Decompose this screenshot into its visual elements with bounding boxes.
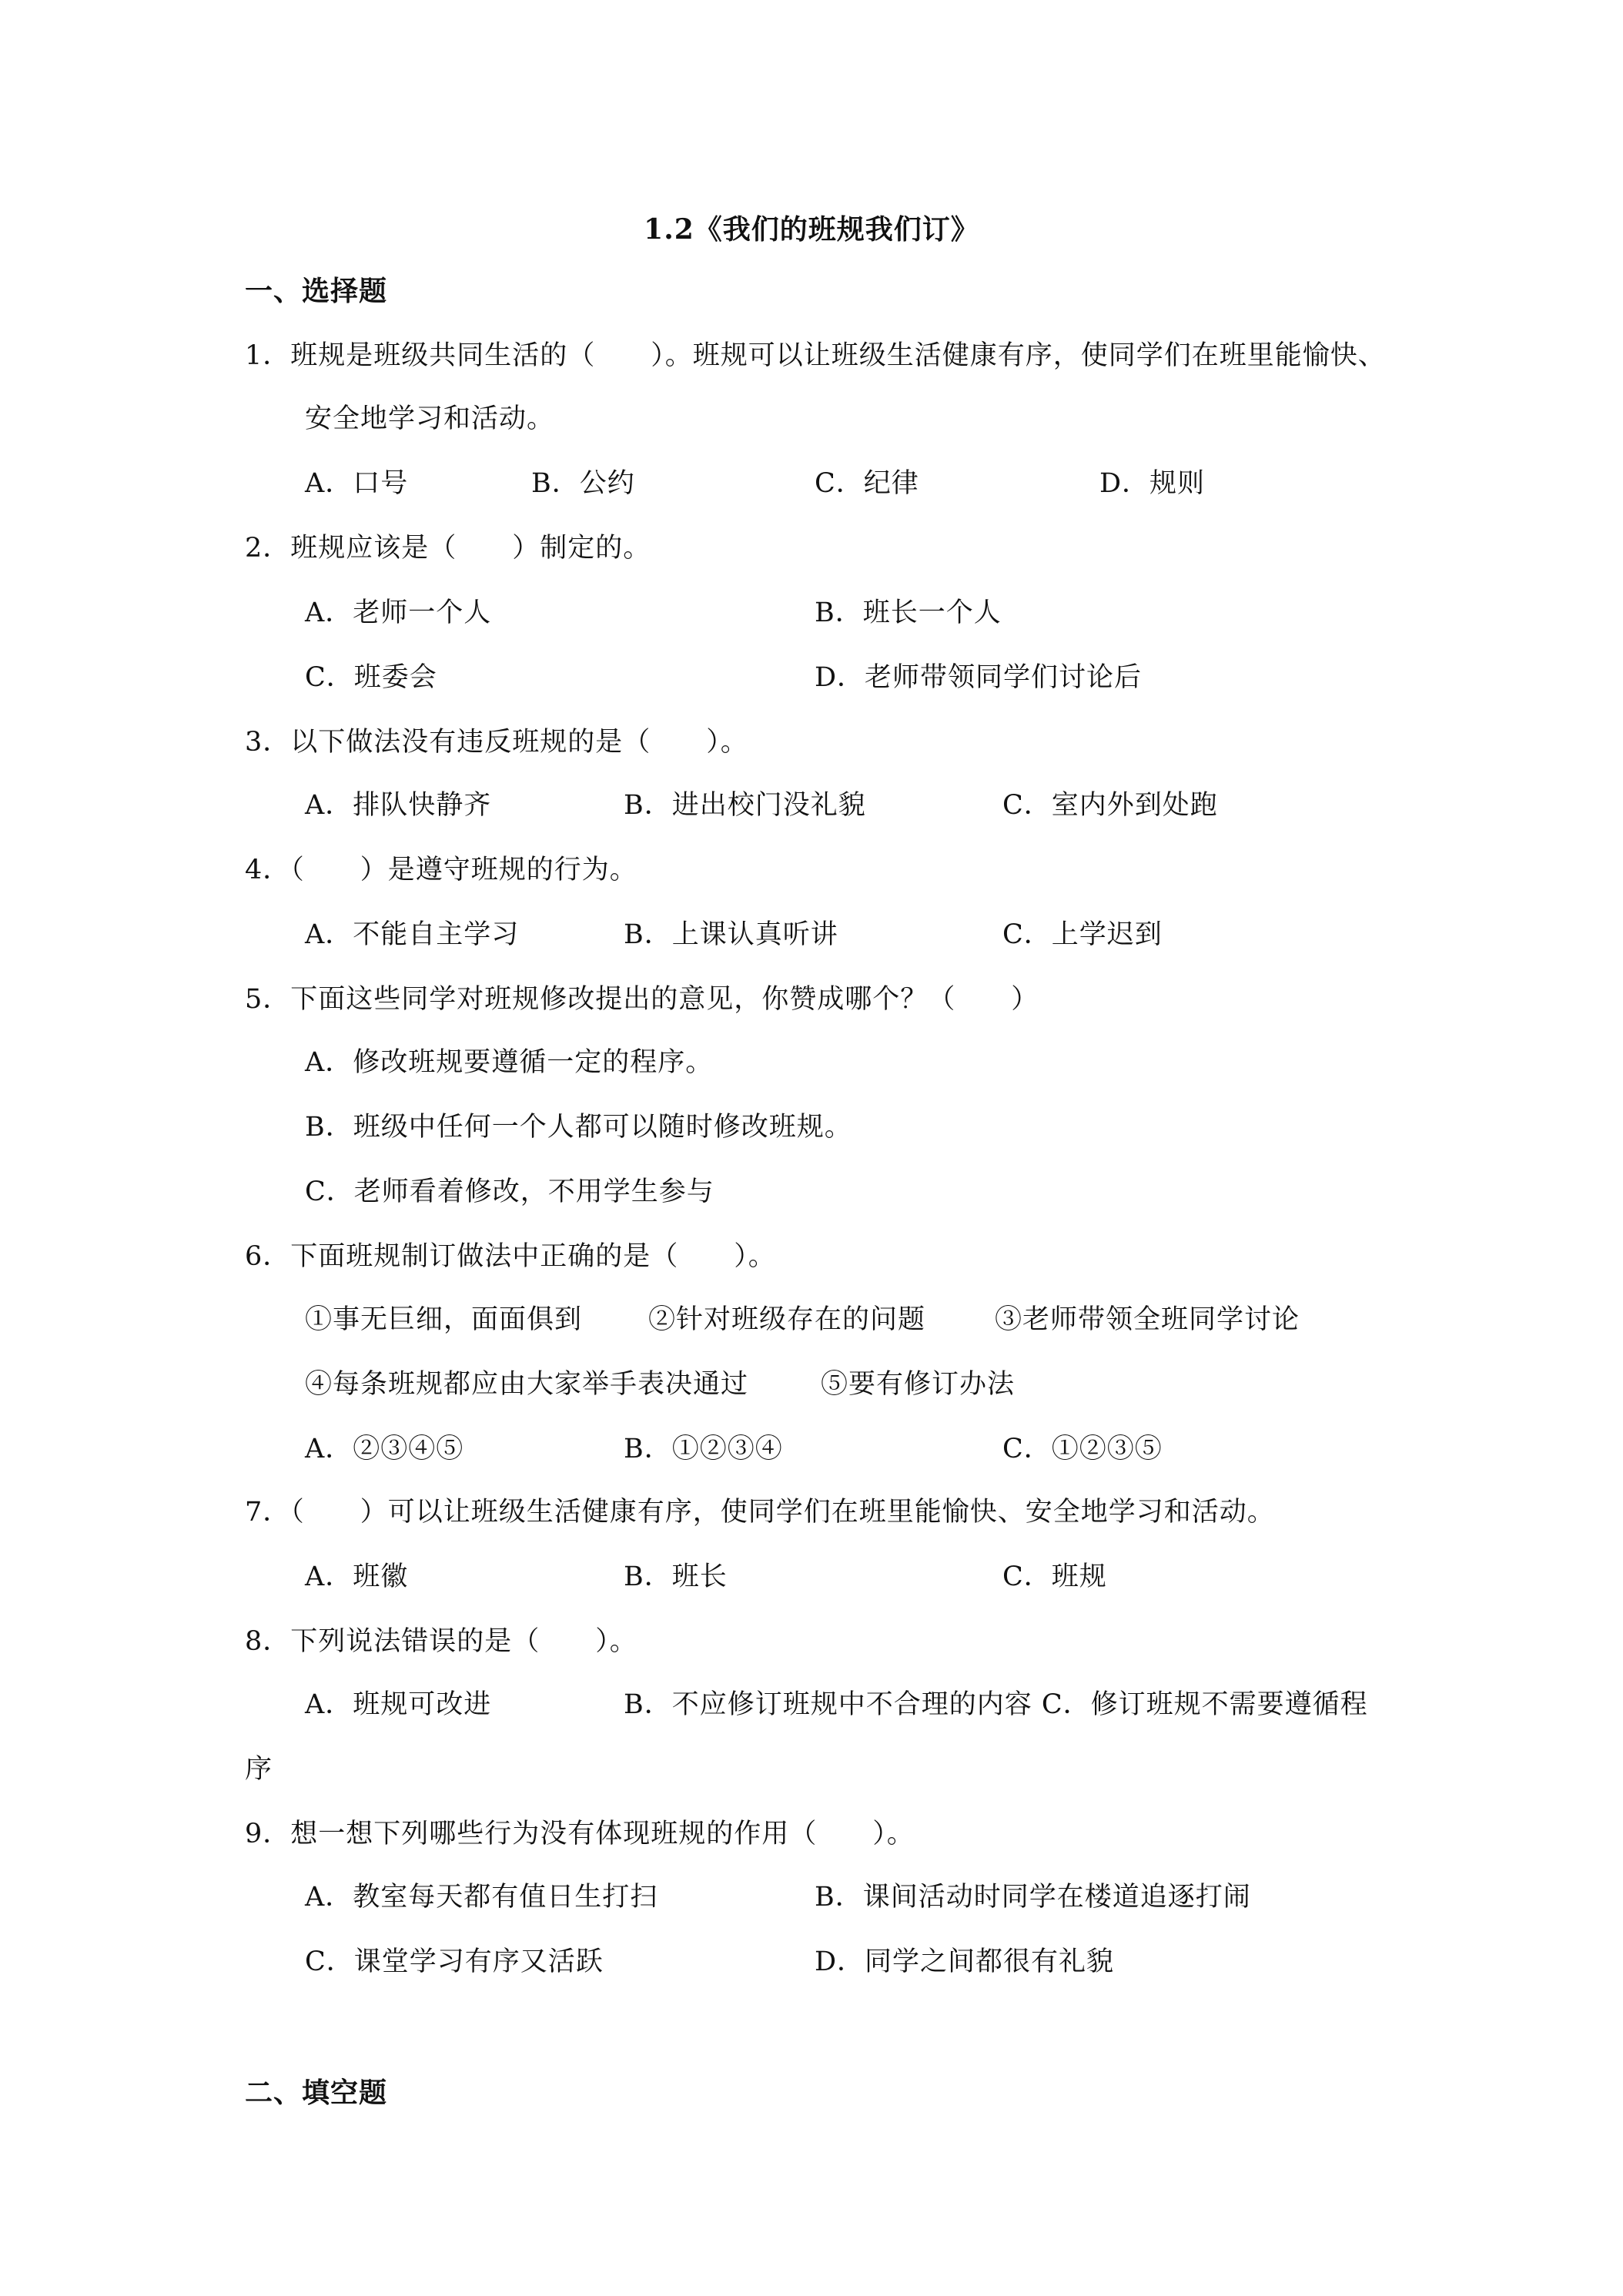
option-b-and-c: B．不应修订班规中不合理的内容 C．修订班规不需要遵循程 (624, 1689, 1368, 1720)
question-5-option-b: B．班级中任何一个人都可以随时修改班规。 (305, 1112, 852, 1143)
option-a: A．教室每天都有值日生打扫 (305, 1882, 658, 1913)
question-6-stem: 6．下面班规制订做法中正确的是（ ）。 (245, 1241, 776, 1272)
option-b: B．公约 (531, 468, 635, 499)
question-3-stem: 3．以下做法没有违反班规的是（ ）。 (245, 727, 748, 758)
option-a: A．排队快静齐 (305, 790, 492, 821)
question-1-stem-continued: 安全地学习和活动。 (305, 403, 555, 434)
option-c: C．室内外到处跑 (1002, 790, 1218, 821)
option-a: A．班徽 (305, 1561, 409, 1592)
option-b: B．班长一个人 (815, 597, 1002, 628)
question-5-stem: 5．下面这些同学对班规修改提出的意见，你赞成哪个？（ ） (245, 984, 1039, 1015)
statement-1: ①事无巨细，面面俱到 (305, 1304, 583, 1335)
option-c: C．班委会 (305, 662, 437, 693)
option-c: C．课堂学习有序又活跃 (305, 1946, 604, 1977)
question-9-stem: 9．想一想下列哪些行为没有体现班规的作用（ ）。 (245, 1819, 915, 1849)
option-b: B．①②③④ (624, 1434, 783, 1464)
statement-2: ②针对班级存在的问题 (648, 1304, 926, 1335)
option-b: B．班长 (624, 1561, 728, 1592)
option-a: A．②③④⑤ (305, 1434, 464, 1464)
option-c: C．①②③⑤ (1002, 1434, 1163, 1464)
question-5-option-c: C．老师看着修改，不用学生参与 (305, 1176, 714, 1207)
question-5-option-a: A．修改班规要遵循一定的程序。 (305, 1047, 714, 1078)
statement-5: ⑤要有修订办法 (821, 1369, 1016, 1400)
option-a: A．老师一个人 (305, 597, 492, 628)
option-c: C．上学迟到 (1002, 919, 1163, 950)
question-8-option-wrap: 序 (245, 1754, 273, 1785)
question-2-stem: 2．班规应该是（ ）制定的。 (245, 533, 651, 564)
option-c: C．班规 (1002, 1561, 1107, 1592)
option-a: A．班规可改进 (305, 1689, 492, 1720)
page-title: 1.2《我们的班规我们订》 (644, 213, 979, 246)
option-d: D．规则 (1099, 468, 1206, 499)
question-7-stem: 7．（ ）可以让班级生活健康有序，使同学们在班里能愉快、安全地学习和活动。 (245, 1497, 1275, 1528)
option-c: C．纪律 (815, 468, 919, 499)
question-4-stem: 4．（ ）是遵守班规的行为。 (245, 855, 637, 885)
option-b: B．课间活动时同学在楼道追逐打闹 (815, 1882, 1251, 1913)
option-a: A．不能自主学习 (305, 919, 520, 950)
option-d: D．同学之间都很有礼貌 (815, 1946, 1115, 1977)
option-b: B．上课认真听讲 (624, 919, 838, 950)
question-8-stem: 8．下列说法错误的是（ ）。 (245, 1626, 637, 1657)
option-b: B．进出校门没礼貌 (624, 790, 866, 821)
option-d: D．老师带领同学们讨论后 (815, 662, 1143, 693)
question-1-stem: 1．班规是班级共同生活的（ ）。班规可以让班级生活健康有序，使同学们在班里能愉快、 (245, 340, 1386, 371)
option-a: A．口号 (305, 468, 409, 499)
section-heading-fill-blank: 二、填空题 (245, 2077, 388, 2109)
section-heading-choice: 一、选择题 (245, 275, 388, 307)
statement-4: ④每条班规都应由大家举手表决通过 (305, 1369, 749, 1400)
statement-3: ③老师带领全班同学讨论 (995, 1304, 1300, 1335)
